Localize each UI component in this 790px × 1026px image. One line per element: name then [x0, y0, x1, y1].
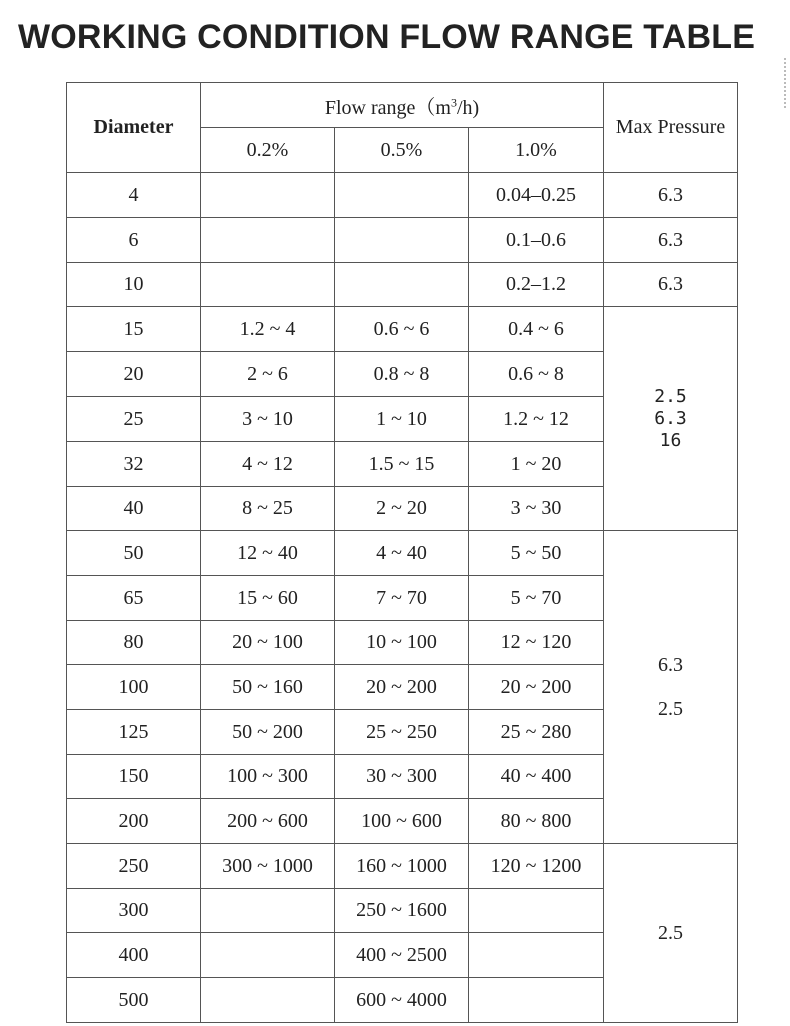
diameter-cell: 150 — [67, 755, 201, 799]
flow-1-0-cell: 1.2 ~ 12 — [469, 397, 604, 442]
flow-0-5-cell: 30 ~ 300 — [335, 755, 469, 799]
max-pressure-value: 6.3 — [658, 228, 683, 251]
diameter-cell: 40 — [67, 487, 201, 531]
flow-0-5-cell: 600 ~ 4000 — [335, 978, 469, 1023]
max-pressure-stack — [604, 643, 737, 731]
table-row — [67, 173, 738, 218]
diameter-cell: 200 — [67, 799, 201, 844]
header-pct-0-2: 0.2% — [201, 128, 335, 173]
diameter-cell: 100 — [67, 665, 201, 710]
flow-0-2-cell — [201, 218, 335, 263]
max-pressure-value: 6.3 — [658, 654, 683, 676]
diameter-cell: 125 — [67, 710, 201, 755]
flow-0-5-cell: 4 ~ 40 — [335, 531, 469, 576]
max-pressure-cell — [604, 173, 738, 218]
flow-0-2-cell — [201, 889, 335, 933]
max-pressure-cell — [604, 263, 738, 307]
flow-0-5-cell: 0.8 ~ 8 — [335, 352, 469, 397]
diameter-cell: 32 — [67, 442, 201, 487]
diameter-cell: 250 — [67, 844, 201, 889]
header-pct-0-5: 0.5% — [335, 128, 469, 173]
diameter-cell: 20 — [67, 352, 201, 397]
flow-1-0-cell: 80 ~ 800 — [469, 799, 604, 844]
diameter-cell: 4 — [67, 173, 201, 218]
flow-0-5-cell: 20 ~ 200 — [335, 665, 469, 710]
max-pressure-value: 2.5 — [658, 698, 683, 720]
header-diameter: Diameter — [67, 83, 201, 173]
page-title: WORKING CONDITION FLOW RANGE TABLE — [18, 18, 756, 56]
flow-range-unit-exponent: 3 — [450, 94, 457, 109]
diameter-cell: 500 — [67, 978, 201, 1023]
flow-1-0-cell — [469, 889, 604, 933]
max-pressure-value: 6.3 — [654, 407, 687, 429]
diameter-cell: 15 — [67, 307, 201, 352]
flow-1-0-cell: 0.1–0.6 — [469, 218, 604, 263]
flow-0-2-cell: 2 ~ 6 — [201, 352, 335, 397]
table-row — [67, 844, 738, 889]
max-pressure-cell — [604, 307, 738, 531]
max-pressure-cell — [604, 531, 738, 844]
flow-0-2-cell: 12 ~ 40 — [201, 531, 335, 576]
flow-0-2-cell — [201, 933, 335, 978]
header-pct-1-0: 1.0% — [469, 128, 604, 173]
diameter-cell: 25 — [67, 397, 201, 442]
flow-0-2-cell: 50 ~ 160 — [201, 665, 335, 710]
flow-0-2-cell: 300 ~ 1000 — [201, 844, 335, 889]
flow-0-5-cell: 1.5 ~ 15 — [335, 442, 469, 487]
flow-0-2-cell: 100 ~ 300 — [201, 755, 335, 799]
flow-range-label: Flow range（m — [324, 96, 451, 119]
table-row — [67, 263, 738, 307]
max-pressure-value: 2.5 — [654, 385, 687, 407]
flow-1-0-cell — [469, 978, 604, 1023]
flow-range-unit-suffix: /h) — [456, 96, 480, 119]
diameter-cell: 10 — [67, 263, 201, 307]
flow-1-0-cell: 20 ~ 200 — [469, 665, 604, 710]
diameter-cell: 300 — [67, 889, 201, 933]
flow-0-5-cell: 160 ~ 1000 — [335, 844, 469, 889]
table-row — [67, 531, 738, 576]
diameter-cell: 6 — [67, 218, 201, 263]
header-row-top — [67, 83, 738, 128]
flow-0-5-cell: 400 ~ 2500 — [335, 933, 469, 978]
diameter-cell: 50 — [67, 531, 201, 576]
max-pressure-value: 2.5 — [658, 921, 683, 944]
flow-1-0-cell: 5 ~ 70 — [469, 576, 604, 621]
table-row — [67, 218, 738, 263]
flow-range-table — [66, 82, 738, 1023]
flow-0-5-cell — [335, 173, 469, 218]
flow-0-2-cell — [201, 263, 335, 307]
flow-0-5-cell: 10 ~ 100 — [335, 621, 469, 665]
diameter-cell: 65 — [67, 576, 201, 621]
flow-1-0-cell: 0.6 ~ 8 — [469, 352, 604, 397]
diameter-cell: 80 — [67, 621, 201, 665]
max-pressure-cell — [604, 844, 738, 1023]
flow-0-2-cell: 200 ~ 600 — [201, 799, 335, 844]
flow-0-5-cell: 0.6 ~ 6 — [335, 307, 469, 352]
max-pressure-stack — [604, 386, 737, 452]
flow-0-5-cell: 100 ~ 600 — [335, 799, 469, 844]
flow-1-0-cell: 12 ~ 120 — [469, 621, 604, 665]
header-flow-range — [201, 83, 604, 128]
max-pressure-value: 16 — [659, 429, 682, 451]
flow-0-5-cell: 2 ~ 20 — [335, 487, 469, 531]
flow-1-0-cell: 25 ~ 280 — [469, 710, 604, 755]
flow-0-5-cell — [335, 218, 469, 263]
flow-1-0-cell: 0.4 ~ 6 — [469, 307, 604, 352]
flow-0-5-cell: 250 ~ 1600 — [335, 889, 469, 933]
flow-1-0-cell: 5 ~ 50 — [469, 531, 604, 576]
max-pressure-value: 6.3 — [658, 273, 683, 295]
flow-0-2-cell: 15 ~ 60 — [201, 576, 335, 621]
max-pressure-value: 6.3 — [658, 183, 683, 206]
flow-1-0-cell — [469, 933, 604, 978]
flow-0-2-cell — [201, 978, 335, 1023]
flow-1-0-cell: 0.04–0.25 — [469, 173, 604, 218]
flow-1-0-cell: 40 ~ 400 — [469, 755, 604, 799]
edge-divider — [784, 58, 788, 108]
flow-0-2-cell — [201, 173, 335, 218]
flow-1-0-cell: 3 ~ 30 — [469, 487, 604, 531]
flow-0-5-cell — [335, 263, 469, 307]
flow-1-0-cell: 120 ~ 1200 — [469, 844, 604, 889]
max-pressure-cell — [604, 218, 738, 263]
diameter-cell: 400 — [67, 933, 201, 978]
flow-1-0-cell: 1 ~ 20 — [469, 442, 604, 487]
flow-0-2-cell: 8 ~ 25 — [201, 487, 335, 531]
flow-0-5-cell: 25 ~ 250 — [335, 710, 469, 755]
table-row — [67, 307, 738, 352]
flow-0-2-cell: 4 ~ 12 — [201, 442, 335, 487]
flow-0-2-cell: 3 ~ 10 — [201, 397, 335, 442]
flow-0-2-cell: 1.2 ~ 4 — [201, 307, 335, 352]
flow-0-5-cell: 7 ~ 70 — [335, 576, 469, 621]
flow-0-2-cell: 20 ~ 100 — [201, 621, 335, 665]
header-max-pressure: Max Pressure — [604, 83, 738, 173]
flow-1-0-cell: 0.2–1.2 — [469, 263, 604, 307]
flow-0-2-cell: 50 ~ 200 — [201, 710, 335, 755]
flow-0-5-cell: 1 ~ 10 — [335, 397, 469, 442]
